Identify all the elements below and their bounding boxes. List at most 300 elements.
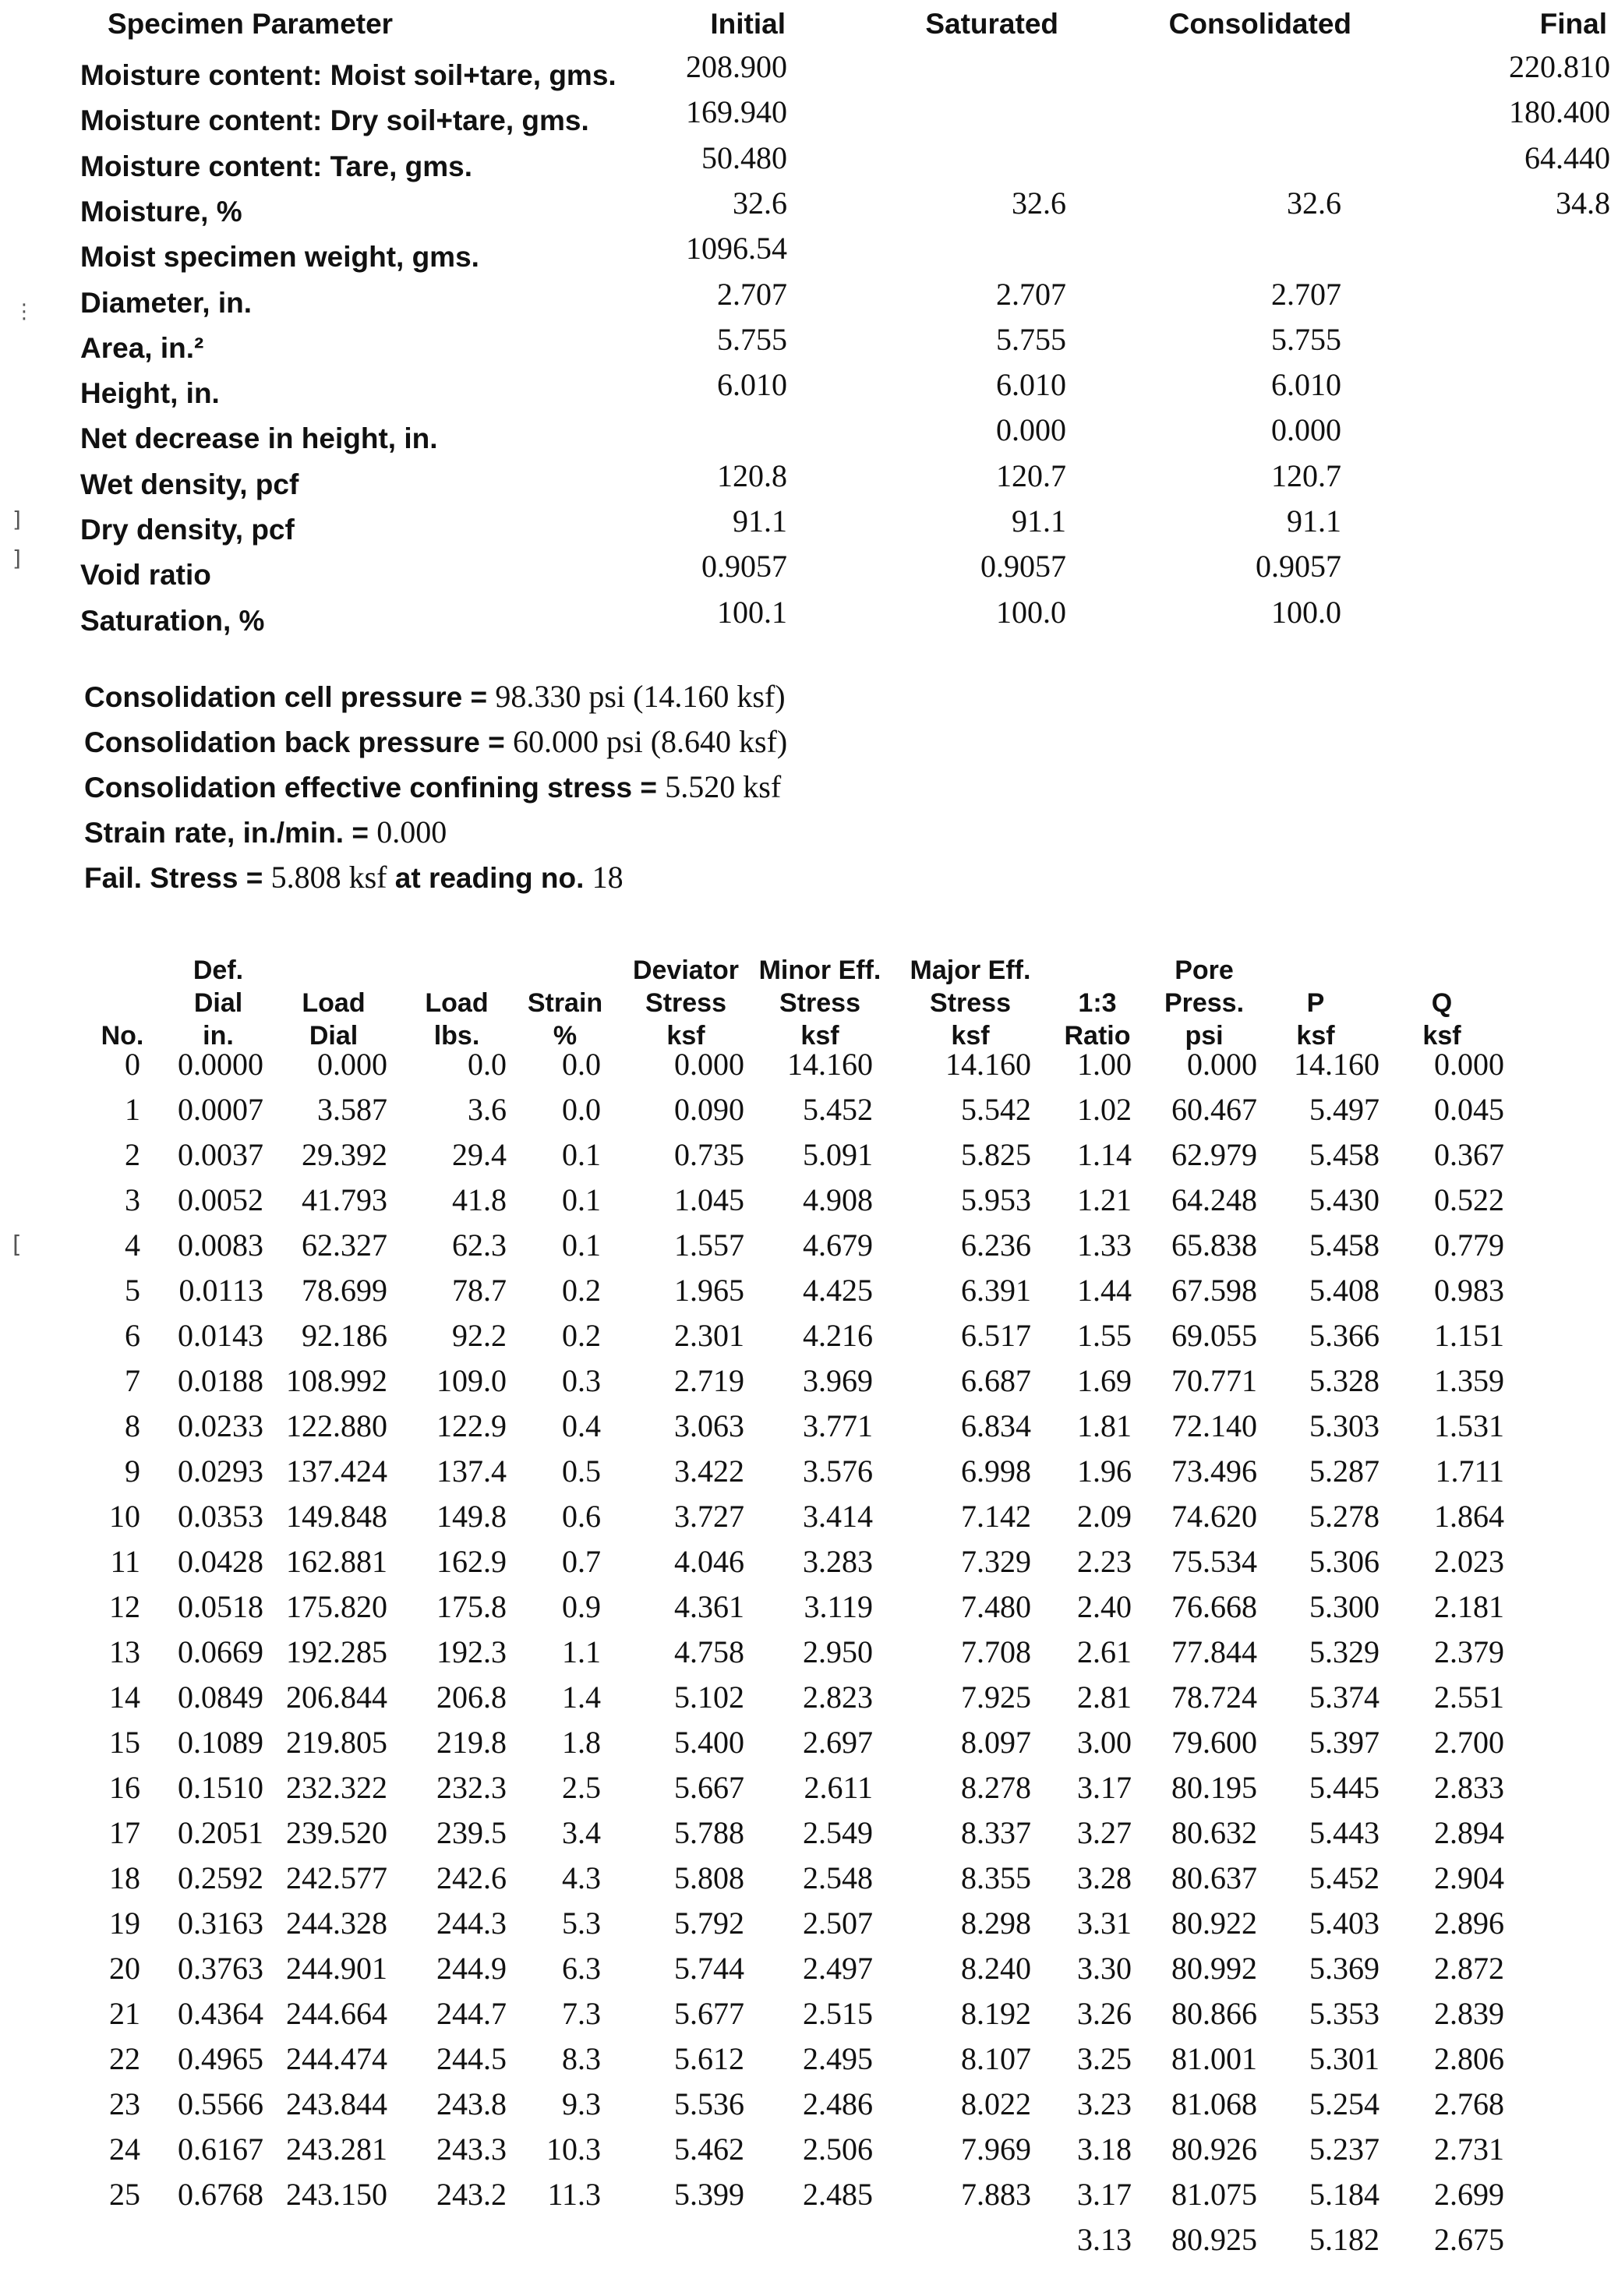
table-cell: 7.969 <box>961 2132 1031 2167</box>
table-cell: 0.2 <box>562 1273 601 1308</box>
table-cell: 0.0143 <box>178 1318 263 1353</box>
table-cell: 3.28 <box>1077 1860 1132 1895</box>
table-cell: 22 <box>109 2041 140 2076</box>
table-cell: 8.298 <box>961 1906 1031 1941</box>
table-cell: 4.908 <box>803 1182 873 1217</box>
table-cell: 219.805 <box>286 1725 387 1760</box>
table-cell: 3 <box>125 1182 140 1217</box>
saturated-value: 5.755 <box>996 321 1066 357</box>
table-cell: 1.151 <box>1434 1318 1504 1353</box>
table-cell: 192.3 <box>436 1634 507 1669</box>
table-cell: 81.068 <box>1171 2086 1257 2121</box>
table-cell: 73.496 <box>1171 1454 1257 1489</box>
table-cell: 4.3 <box>562 1860 601 1895</box>
table-cell: 0.3763 <box>178 1951 263 1986</box>
table-cell: 0.1 <box>562 1137 601 1172</box>
initial-value: 2.707 <box>717 276 787 312</box>
table-cell: 2.548 <box>803 1860 873 1895</box>
table-cell: 0.090 <box>674 1092 744 1127</box>
table-cell: 80.195 <box>1171 1770 1257 1805</box>
parameter-label: Diameter, in. <box>80 286 253 319</box>
column-header-line: Stress <box>779 988 860 1018</box>
table-cell: 24 <box>109 2132 140 2167</box>
consolidated-value: 0.9057 <box>1256 549 1341 585</box>
table-row <box>0 1724 1618 1769</box>
table-cell: 78.7 <box>452 1273 507 1308</box>
summary-label: Consolidation cell pressure = <box>84 681 496 713</box>
table-cell: 2.896 <box>1434 1906 1504 1941</box>
parameter-label: Height, in. <box>80 377 220 410</box>
table-cell: 1.00 <box>1077 1047 1132 1082</box>
table-cell: 6.517 <box>961 1318 1031 1353</box>
table-cell: 7.329 <box>961 1544 1031 1579</box>
table-cell: 6.3 <box>562 1951 601 1986</box>
table-cell: 5.953 <box>961 1182 1031 1217</box>
summary-label: Consolidation back pressure = <box>84 726 514 758</box>
table-cell: 8.240 <box>961 1951 1031 1986</box>
table-cell: 5.397 <box>1309 1725 1380 1760</box>
table-cell: 0.1 <box>562 1182 601 1217</box>
table-cell: 0.3163 <box>178 1906 263 1941</box>
summary-suffix: at reading no. <box>387 862 592 894</box>
column-header-line: ksf <box>666 1021 705 1051</box>
table-cell: 242.577 <box>286 1860 387 1895</box>
table-cell: 5.497 <box>1309 1092 1380 1127</box>
table-cell: 122.880 <box>286 1408 387 1443</box>
consolidated-value: 32.6 <box>1287 185 1341 221</box>
saturated-value: 0.9057 <box>980 549 1066 585</box>
initial-value: 120.8 <box>717 457 787 493</box>
specimen-row <box>0 94 1618 139</box>
table-cell: 0.0083 <box>178 1227 263 1263</box>
table-cell: 2.823 <box>803 1680 873 1715</box>
specimen-parameter-table <box>0 0 1618 647</box>
scan-mark: ⋮ <box>14 300 34 323</box>
table-row <box>0 1362 1618 1408</box>
table-row <box>0 1814 1618 1860</box>
table-cell: 5.825 <box>961 1137 1031 1172</box>
parameter-label: Net decrease in height, in. <box>80 422 438 455</box>
table-cell: 6.391 <box>961 1273 1031 1308</box>
specimen-row <box>0 412 1618 457</box>
table-cell: 3.13 <box>1077 2222 1132 2257</box>
table-cell: 5.792 <box>674 1906 744 1941</box>
table-cell: 25 <box>109 2177 140 2212</box>
table-cell: 7 <box>125 1363 140 1398</box>
table-row <box>0 2040 1618 2086</box>
table-cell: 2.023 <box>1434 1544 1504 1579</box>
table-row <box>0 1995 1618 2040</box>
table-cell: 0.0518 <box>178 1589 263 1624</box>
parameter-label: Void ratio <box>80 559 211 592</box>
scan-mark: ] <box>12 507 21 532</box>
table-cell: 2.950 <box>803 1634 873 1669</box>
table-cell: 14.160 <box>945 1047 1031 1082</box>
table-cell: 244.328 <box>286 1906 387 1941</box>
specimen-row <box>0 230 1618 275</box>
table-cell: 3.587 <box>317 1092 387 1127</box>
summary-label: Fail. Stress = <box>84 862 271 894</box>
saturated-value: 32.6 <box>1012 185 1066 221</box>
table-cell: 41.8 <box>452 1182 507 1217</box>
parameter-label: Moisture content: Moist soil+tare, gms. <box>80 59 616 91</box>
column-header <box>1273 987 1358 1052</box>
table-cell: 0.522 <box>1434 1182 1504 1217</box>
table-cell: 6 <box>125 1318 140 1353</box>
table-cell: 3.283 <box>803 1544 873 1579</box>
initial-value: 5.755 <box>717 321 787 357</box>
table-cell: 5.278 <box>1309 1499 1380 1534</box>
table-cell: 11 <box>110 1544 140 1579</box>
table-row <box>0 1408 1618 1453</box>
table-cell: 7.142 <box>961 1499 1031 1534</box>
initial-value: 208.900 <box>686 49 787 84</box>
table-cell: 70.771 <box>1171 1363 1257 1398</box>
table-cell: 2.81 <box>1077 1680 1132 1715</box>
consolidated-value: 0.000 <box>1271 412 1341 448</box>
table-cell: 3.18 <box>1077 2132 1132 2167</box>
consolidated-value: 120.7 <box>1271 457 1341 493</box>
table-cell: 0.779 <box>1434 1227 1504 1263</box>
table-cell: 7.925 <box>961 1680 1031 1715</box>
table-cell: 5.536 <box>674 2086 744 2121</box>
parameter-label: Dry density, pcf <box>80 514 295 546</box>
column-header-line: % <box>553 1021 578 1051</box>
table-cell: 1.02 <box>1077 1092 1132 1127</box>
table-cell: 62.979 <box>1171 1137 1257 1172</box>
table-cell: 219.8 <box>436 1725 507 1760</box>
table-cell: 3.727 <box>674 1499 744 1534</box>
table-cell: 2.485 <box>803 2177 873 2212</box>
table-cell: 7.3 <box>562 1996 601 2031</box>
column-header-line: Major Eff. <box>910 955 1031 985</box>
table-cell: 243.2 <box>436 2177 507 2212</box>
table-row <box>0 1091 1618 1136</box>
table-cell: 4.046 <box>674 1544 744 1579</box>
table-cell: 2.497 <box>803 1951 873 1986</box>
table-cell: 1.81 <box>1077 1408 1132 1443</box>
table-cell: 2.719 <box>674 1363 744 1398</box>
table-cell: 109.0 <box>436 1363 507 1398</box>
table-cell: 3.969 <box>803 1363 873 1398</box>
table-cell: 92.2 <box>452 1318 507 1353</box>
table-cell: 12 <box>109 1589 140 1624</box>
table-cell: 0.2 <box>562 1318 601 1353</box>
table-cell: 2.181 <box>1434 1589 1504 1624</box>
parameter-label: Area, in.² <box>80 331 204 364</box>
table-cell: 3.6 <box>468 1092 507 1127</box>
table-cell: 5.254 <box>1309 2086 1380 2121</box>
initial-value: 6.010 <box>717 367 787 403</box>
table-cell: 2.495 <box>803 2041 873 2076</box>
table-cell: 5.445 <box>1309 1770 1380 1805</box>
parameter-label: Moist specimen weight, gms. <box>80 241 479 274</box>
table-cell: 8 <box>125 1408 140 1443</box>
table-cell: 244.3 <box>436 1906 507 1941</box>
table-cell: 5.102 <box>674 1680 744 1715</box>
table-cell: 67.598 <box>1171 1273 1257 1308</box>
specimen-row <box>0 366 1618 412</box>
table-cell: 62.3 <box>452 1227 507 1263</box>
table-cell: 244.474 <box>286 2041 387 2076</box>
table-cell: 206.8 <box>436 1680 507 1715</box>
table-cell: 5.542 <box>961 1092 1031 1127</box>
table-cell: 244.9 <box>436 1951 507 1986</box>
table-cell: 80.922 <box>1171 1906 1257 1941</box>
header-consolidated: Consolidated <box>1168 8 1351 40</box>
table-cell: 5.329 <box>1309 1634 1380 1669</box>
table-cell: 2.839 <box>1434 1996 1504 2031</box>
summary-line <box>84 678 1019 723</box>
column-header-line: ksf <box>1296 1021 1335 1051</box>
header-final: Final <box>1539 8 1607 40</box>
table-cell: 175.8 <box>436 1589 507 1624</box>
table-cell: 3.4 <box>562 1815 601 1850</box>
table-cell: 2.833 <box>1434 1770 1504 1805</box>
final-value: 34.8 <box>1556 185 1610 221</box>
table-cell: 243.8 <box>436 2086 507 2121</box>
table-cell: 4.216 <box>803 1318 873 1353</box>
table-cell: 2 <box>125 1137 140 1172</box>
table-cell: 2.697 <box>803 1725 873 1760</box>
table-cell: 0.367 <box>1434 1137 1504 1172</box>
table-cell: 80.866 <box>1171 1996 1257 2031</box>
table-row <box>0 1453 1618 1498</box>
column-header-line: Press. <box>1164 988 1245 1018</box>
table-cell: 2.486 <box>803 2086 873 2121</box>
table-cell: 2.549 <box>803 1815 873 1850</box>
table-cell: 162.881 <box>286 1544 387 1579</box>
table-cell: 1 <box>125 1092 140 1127</box>
table-cell: 0 <box>125 1047 140 1082</box>
column-header-line: Load <box>425 988 489 1018</box>
table-cell: 232.3 <box>436 1770 507 1805</box>
table-cell: 2.515 <box>803 1996 873 2031</box>
table-cell: 0.0293 <box>178 1454 263 1489</box>
table-cell: 1.557 <box>674 1227 744 1263</box>
table-cell: 7.883 <box>961 2177 1031 2212</box>
table-cell: 5.808 <box>674 1860 744 1895</box>
column-header-line: psi <box>1185 1021 1224 1051</box>
table-cell: 8.278 <box>961 1770 1031 1805</box>
table-cell: 2.731 <box>1434 2132 1504 2167</box>
table-cell: 0.6768 <box>178 2177 263 2212</box>
consolidation-summary <box>84 678 1019 904</box>
table-cell: 2.894 <box>1434 1815 1504 1850</box>
table-cell: 2.5 <box>562 1770 601 1805</box>
column-header <box>746 954 894 1052</box>
column-header <box>896 954 1044 1052</box>
table-row <box>0 1046 1618 1091</box>
table-cell: 17 <box>109 1815 140 1850</box>
table-cell: 0.4364 <box>178 1996 263 2031</box>
table-cell: 6.998 <box>961 1454 1031 1489</box>
table-cell: 69.055 <box>1171 1318 1257 1353</box>
table-row <box>0 1588 1618 1634</box>
column-header-line: Q <box>1431 988 1453 1018</box>
table-cell: 8.097 <box>961 1725 1031 1760</box>
table-cell: 5.452 <box>803 1092 873 1127</box>
table-cell: 0.0188 <box>178 1363 263 1398</box>
specimen-row <box>0 185 1618 230</box>
parameter-label: Saturation, % <box>80 604 265 637</box>
table-cell: 3.00 <box>1077 1725 1132 1760</box>
table-cell: 0.1510 <box>178 1770 263 1805</box>
table-cell: 0.2051 <box>178 1815 263 1850</box>
table-cell: 0.000 <box>674 1047 744 1082</box>
table-cell: 5.612 <box>674 2041 744 2076</box>
table-cell: 0.045 <box>1434 1092 1504 1127</box>
table-cell: 175.820 <box>286 1589 387 1624</box>
column-header-line: No. <box>101 1021 144 1051</box>
table-row <box>0 1498 1618 1543</box>
table-cell: 1.711 <box>1435 1454 1504 1489</box>
table-cell: 41.793 <box>302 1182 387 1217</box>
column-header-line: Stress <box>645 988 726 1018</box>
specimen-row <box>0 140 1618 185</box>
summary-reading-number: 18 <box>592 860 624 895</box>
table-cell: 23 <box>109 2086 140 2121</box>
table-cell: 239.520 <box>286 1815 387 1850</box>
table-cell: 0.983 <box>1434 1273 1504 1308</box>
table-cell: 5.300 <box>1309 1589 1380 1624</box>
column-header <box>1403 987 1481 1052</box>
table-cell: 2.506 <box>803 2132 873 2167</box>
header-specimen-parameter: Specimen Parameter <box>108 8 394 40</box>
table-cell: 62.327 <box>302 1227 387 1263</box>
table-cell: 2.700 <box>1434 1725 1504 1760</box>
specimen-row <box>0 276 1618 321</box>
table-cell: 108.992 <box>286 1363 387 1398</box>
table-cell: 3.771 <box>803 1408 873 1443</box>
table-cell: 64.248 <box>1171 1182 1257 1217</box>
table-cell: 1.96 <box>1077 1454 1132 1489</box>
table-cell: 5.182 <box>1309 2222 1380 2257</box>
table-cell: 4.361 <box>674 1589 744 1624</box>
saturated-value: 100.0 <box>996 594 1066 630</box>
table-cell: 76.668 <box>1171 1589 1257 1624</box>
consolidated-value: 2.707 <box>1271 276 1341 312</box>
table-cell: 192.285 <box>286 1634 387 1669</box>
summary-line <box>84 859 1019 904</box>
table-cell: 0.6167 <box>178 2132 263 2167</box>
table-cell: 5.091 <box>803 1137 873 1172</box>
table-cell: 244.664 <box>286 1996 387 2031</box>
table-cell: 244.901 <box>286 1951 387 1986</box>
table-row <box>0 1905 1618 1950</box>
table-cell: 2.551 <box>1434 1680 1504 1715</box>
table-cell: 243.150 <box>286 2177 387 2212</box>
table-row <box>0 1679 1618 1724</box>
table-cell: 0.5 <box>562 1454 601 1489</box>
table-cell: 3.27 <box>1077 1815 1132 1850</box>
table-cell: 14.160 <box>1294 1047 1380 1082</box>
column-header-line: lbs. <box>433 1021 480 1051</box>
table-cell: 9 <box>125 1454 140 1489</box>
table-cell: 5.408 <box>1309 1273 1380 1308</box>
table-cell: 2.768 <box>1434 2086 1504 2121</box>
initial-value: 50.480 <box>701 140 787 175</box>
table-cell: 2.23 <box>1077 1544 1132 1579</box>
table-cell: 1.21 <box>1077 1182 1132 1217</box>
table-cell: 79.600 <box>1171 1725 1257 1760</box>
summary-label: Consolidation effective confining stress = <box>84 772 666 804</box>
table-cell: 3.422 <box>674 1454 744 1489</box>
initial-value: 169.940 <box>686 94 787 130</box>
table-cell: 1.4 <box>562 1680 601 1715</box>
table-cell: 5.301 <box>1309 2041 1380 2076</box>
table-row <box>0 2176 1618 2221</box>
table-cell: 7.480 <box>961 1589 1031 1624</box>
table-cell: 5.369 <box>1309 1951 1380 1986</box>
table-cell: 6.236 <box>961 1227 1031 1263</box>
table-cell: 8.022 <box>961 2086 1031 2121</box>
saturated-value: 0.000 <box>996 412 1066 448</box>
specimen-row <box>0 548 1618 593</box>
table-cell: 0.4 <box>562 1408 601 1443</box>
table-row <box>0 1317 1618 1362</box>
table-cell: 2.611 <box>804 1770 873 1805</box>
table-cell: 18 <box>109 1860 140 1895</box>
column-header-line: Dial <box>193 988 243 1018</box>
table-cell: 0.9 <box>562 1589 601 1624</box>
table-row <box>0 1227 1618 1272</box>
table-cell: 242.6 <box>436 1860 507 1895</box>
table-cell: 72.140 <box>1171 1408 1257 1443</box>
table-cell: 15 <box>109 1725 140 1760</box>
table-cell: 3.576 <box>803 1454 873 1489</box>
initial-value: 100.1 <box>717 594 787 630</box>
summary-value: 5.520 ksf <box>665 769 782 804</box>
parameter-label: Moisture content: Tare, gms. <box>80 150 472 182</box>
table-cell: 8.337 <box>961 1815 1031 1850</box>
table-cell: 5.287 <box>1309 1454 1380 1489</box>
table-cell: 243.844 <box>286 2086 387 2121</box>
table-row <box>0 2221 1618 2266</box>
final-value: 64.440 <box>1524 140 1610 175</box>
table-cell: 244.7 <box>436 1996 507 2031</box>
table-cell: 5.452 <box>1309 1860 1380 1895</box>
table-cell: 5.788 <box>674 1815 744 1850</box>
initial-value: 32.6 <box>733 185 787 221</box>
table-cell: 244.5 <box>436 2041 507 2076</box>
column-header <box>1150 954 1259 1052</box>
table-cell: 0.0113 <box>178 1273 263 1308</box>
specimen-row <box>0 321 1618 366</box>
table-cell: 3.26 <box>1077 1996 1132 2031</box>
table-cell: 1.531 <box>1434 1408 1504 1443</box>
saturated-value: 6.010 <box>996 367 1066 403</box>
table-cell: 14.160 <box>787 1047 873 1082</box>
table-cell: 8.107 <box>961 2041 1031 2076</box>
table-cell: 2.301 <box>674 1318 744 1353</box>
table-cell: 2.40 <box>1077 1589 1132 1624</box>
table-cell: 5.374 <box>1309 1680 1380 1715</box>
column-header-line: Minor Eff. <box>758 955 881 985</box>
column-header <box>164 954 273 1052</box>
table-cell: 2.699 <box>1434 2177 1504 2212</box>
table-cell: 5.677 <box>674 1996 744 2031</box>
column-header-line: Stress <box>930 988 1011 1018</box>
final-value: 180.400 <box>1509 94 1610 130</box>
table-cell: 5.744 <box>674 1951 744 1986</box>
table-cell: 5.353 <box>1309 1996 1380 2031</box>
table-cell: 3.25 <box>1077 2041 1132 2076</box>
summary-line <box>84 814 1019 859</box>
table-row <box>0 1182 1618 1227</box>
table-cell: 5.403 <box>1309 1906 1380 1941</box>
table-cell: 2.61 <box>1077 1634 1132 1669</box>
